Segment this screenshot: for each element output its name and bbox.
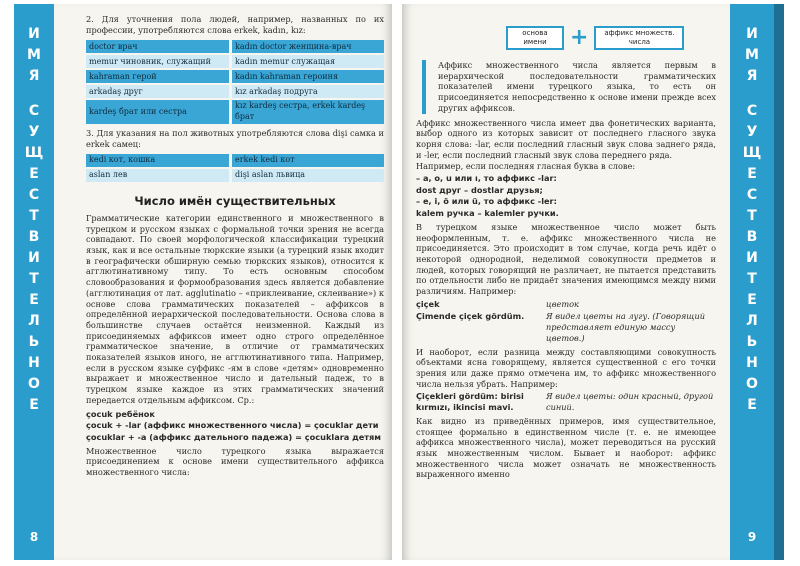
phonetic-variants-paragraph: Аффикс множественного числа имеет два фонетических варианта, выбор одного из которых зависит от последнего гласного звука корня слова: -lar, если последний гласный звук слова заднего ряда, и -ler, если последний гласный звук слова переднего ряда. [416, 117, 716, 160]
left-band-letter: Н [28, 355, 40, 371]
left-band-letter: Ь [28, 334, 40, 350]
pair-cimende-russian: Я видел цветы на лугу. (Говорящий представляет единую массу цветов.) [546, 311, 706, 343]
example-kalem: kalem ручка – kalemler ручки. [416, 208, 559, 219]
page-number-right: 9 [747, 530, 757, 544]
plural-expression-paragraph: Множественное число турецкого языка выражается присоединением к основе имени существительного аффикса множественного числа: [86, 445, 384, 478]
left-page [14, 4, 392, 560]
rule-front-vowels: – e, i, ö или ü, то аффикс -ler: [416, 196, 557, 207]
pair-cicek [416, 299, 716, 310]
left-page-content [86, 14, 384, 479]
pair-cicek-russian: цветок [546, 298, 579, 309]
left-band-letter: Е [29, 166, 39, 182]
left-band-letter: Щ [24, 145, 44, 161]
left-band-letter: Я [28, 68, 40, 84]
hierarchy-note: Аффикс множественного числа является первым в иерархической последовательности грамматических показателей имени турецкого языка, то есть он присоединяется непосредственно к основе имени прежде всех других аффиксов. [422, 60, 716, 114]
right-page-content [416, 14, 716, 481]
people-table-row [86, 100, 384, 123]
right-band-letter: Т [747, 271, 757, 287]
formula-box-affix: аффикс множеств. числа [594, 26, 684, 50]
left-band-letter: И [28, 250, 40, 266]
right-page [402, 4, 774, 560]
point-2-text: 2. Для уточнения пола людей, например, названных по их профессии, употребляются слова erkek, kadın, kız: [86, 14, 384, 35]
right-band-letter: Я [746, 68, 758, 84]
pair-cimende [416, 311, 716, 343]
marked-plural-paragraph: И наоборот, если разница между составляющими совокупность объектами ясна говорящему, является существенной с его точки зрения или даже прямо отмечена им, то аффикс множественного числа нельзя убрать. Например: [416, 346, 716, 389]
people-table-cell: kadın doctor женщина-врач [232, 40, 384, 53]
plural-intro-paragraph: Грамматические категории единственного и множественного в турецком и русском языках с формальной точки зрения не всегда совпадают. По своей морфологической классификации турецкий язык, как и все остальные тюркские языки (а турецкий язык входит в географически обширную семью тюркских языков), относится к агглютинативному типу. То есть основным способом словообразования и формообразования здесь является добавление (агглютинация от лат. agglutinatio – «приклеивание, склеивание») к основе слова грамматических показателей – аффиксов в определённой иерархической последовательности. Основа слова в большинстве случаев остаётся неизменной. Каждый из присоединяемых аффиксов имеет одно строго определённое грамматическое значение, в отличие от грамматических показателей языков иного, не агглютинативного типа. Например, если в русском языке суффикс -ям в слове «детям» одновременно выражает и множественное число и дательный падеж, то в турецком языке каждое из этих грамматических значений передается отдельным аффиксом. Ср.: [86, 212, 384, 405]
example-line-1: çocuk ребёнок [86, 408, 155, 419]
unmarked-plural-paragraph: В турецком языке множественное число может быть неоформленным, т. е. аффикс множественного числа не присоединяется. Это происходит в том случае, когда речь идёт о некоторой однородной, неделимой совокупности предметов и людей, которых говорящий не различает, не пытается представить по отдельности либо не придаёт значения имеющимся между ними различиям. Например: [416, 221, 716, 297]
point-3-text: 3. Для указания на пол животных употребляются слова dişi самка и erkek самец: [86, 127, 384, 149]
right-band-letter: Л [746, 313, 758, 329]
people-table-row [86, 55, 384, 68]
right-band-letter: Е [747, 166, 757, 182]
right-band-letter: Т [747, 208, 757, 224]
left-band-letter: Е [29, 397, 39, 413]
people-table-cell: arkadaş друг [86, 85, 232, 98]
people-table-cell: kadın kahraman героиня [232, 70, 384, 83]
right-band-letter: О [746, 376, 758, 392]
animals-table-row [86, 154, 384, 167]
people-table-row [86, 70, 384, 83]
right-band-letter: Е [747, 397, 757, 413]
formula-box-stem: основа имени [506, 26, 564, 50]
people-table-cell: memur чиновник, служащий [86, 55, 232, 68]
left-band-letter: У [28, 124, 40, 140]
right-band-letter: С [746, 103, 758, 119]
right-band-letter: С [746, 187, 758, 203]
example-line-2: çocuk + -lar (аффикс множественного числа) = çocuklar дети [86, 420, 379, 431]
translation-paragraph: Как видно из приведённых примеров, имя существительное, стоящее формально в единственном числе (т. е. не имеющее аффикса множественного числа), может переводиться на русский язык множественным числом. Бывает и наоборот: аффикс множественного числа может означать не множественность выраженного именно [416, 415, 716, 480]
right-band-letter: И [746, 250, 758, 266]
pair-cimende-turkish: Çimende çiçek gördüm. [416, 311, 525, 322]
left-band-letter: И [28, 26, 40, 42]
people-table-cell: doctor врач [86, 40, 232, 53]
left-band-letter: Е [29, 292, 39, 308]
right-band-letter: Ь [746, 334, 758, 350]
example-dost: dost друг – dostlar друзья; [416, 184, 543, 195]
formula-plus-sign: + [570, 25, 589, 50]
people-table-cell: kız arkadaş подруга [232, 85, 384, 98]
example-intro: Например, если последняя гласная буква в слове: [416, 161, 636, 172]
animals-table-cell: aslan лев [86, 169, 232, 182]
right-band-letter: У [746, 124, 758, 140]
right-band-letter: В [746, 229, 758, 245]
page-number-left: 8 [29, 530, 39, 544]
pair-cicekleri-turkish: Çiçekleri gördüm: birisi kırmızı, ikincisi mavi. [416, 391, 524, 413]
animals-table-row [86, 169, 384, 182]
left-band-letter: М [27, 47, 41, 63]
gender-people-table [86, 38, 384, 125]
example-line-3: çocuklar + -a (аффикс дательного падежа) = çocuklara детям [86, 431, 381, 442]
pair-cicek-turkish: çiçek [416, 298, 440, 309]
pair-cicekleri-russian: Я видел цветы: один красный, другой синий. [546, 391, 714, 413]
animals-table-cell: erkek kedi кот [232, 154, 384, 167]
left-band-letter: С [28, 187, 40, 203]
animals-table-cell: dişi aslan львица [232, 169, 384, 182]
left-band-letter: С [28, 103, 40, 119]
left-band-letter: Л [28, 313, 40, 329]
pair-cicekleri [416, 391, 716, 412]
book-edge-right [774, 4, 784, 560]
left-band-letter: О [28, 376, 40, 392]
right-band-letter: М [745, 47, 759, 63]
people-table-cell: kahraman герой [86, 70, 232, 83]
people-table-cell: kadın memur служащая [232, 55, 384, 68]
section-title: Число имён существительных [134, 194, 336, 209]
plural-formula [506, 26, 716, 50]
rule-back-vowels: – a, o, u или ı, то аффикс -lar: [416, 173, 557, 184]
people-table-row [86, 85, 384, 98]
right-band-letter: Н [746, 355, 758, 371]
right-band-letter: Е [747, 292, 757, 308]
gender-animals-table [86, 152, 384, 184]
left-band-letter: Т [29, 208, 39, 224]
left-side-band [14, 4, 54, 560]
people-table-row [86, 40, 384, 53]
left-band-letter: Т [29, 271, 39, 287]
people-table-cell: kız kardeş сестра, erkek kardeş брат [232, 100, 384, 123]
right-side-band [730, 4, 774, 560]
people-table-cell: kardeş брат или сестра [86, 100, 232, 123]
right-band-letter: И [746, 26, 758, 42]
left-band-letter: В [28, 229, 40, 245]
right-band-letter: Щ [742, 145, 762, 161]
animals-table-cell: kedi кот, кошка [86, 154, 232, 167]
